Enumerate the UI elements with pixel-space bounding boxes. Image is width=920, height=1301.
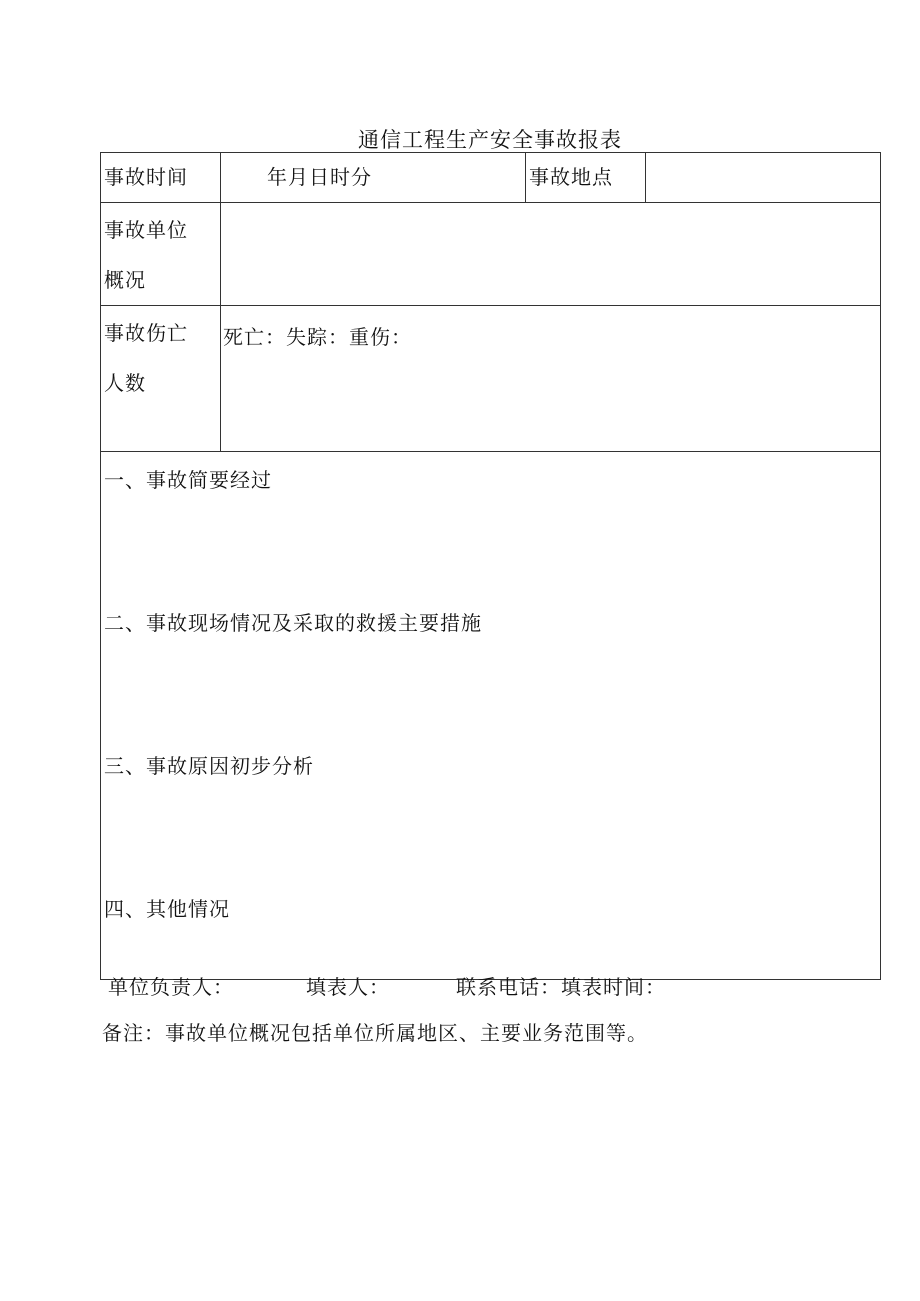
casualties-label-line1: 事故伤亡	[104, 321, 188, 345]
accident-time-field[interactable]: 年月日时分	[221, 153, 526, 203]
remark-note: 备注：事故单位概况包括单位所属地区、主要业务范围等。	[102, 1021, 648, 1045]
casualties-field[interactable]: 死亡：失踪：重伤：	[221, 306, 881, 452]
unit-overview-label-line1: 事故单位	[104, 218, 188, 242]
unit-overview-label	[101, 203, 221, 306]
section-other: 四、其他情况	[104, 897, 230, 921]
casualties-label-line2: 人数	[104, 371, 146, 395]
casualties-label	[101, 306, 221, 452]
signature-line	[108, 972, 666, 1002]
unit-overview-field[interactable]	[221, 203, 881, 306]
section-cause-analysis: 三、事故原因初步分析	[104, 754, 314, 778]
section-brief-process: 一、事故简要经过	[104, 468, 272, 492]
fill-time-label: 填表时间：	[561, 975, 666, 999]
accident-location-label: 事故地点	[526, 153, 646, 203]
accident-time-row	[101, 153, 881, 203]
detail-sections-cell[interactable]	[101, 452, 881, 980]
filler-label: 填表人：	[306, 975, 390, 999]
document-title: 通信工程生产安全事故报表	[358, 128, 622, 152]
accident-report-table	[100, 152, 881, 980]
accident-time-label: 事故时间	[101, 153, 221, 203]
unit-overview-label-line2: 概况	[104, 268, 146, 292]
casualties-row	[101, 306, 881, 452]
contact-phone-label: 联系电话：	[456, 975, 561, 999]
section-scene-rescue: 二、事故现场情况及采取的救援主要措施	[104, 611, 482, 635]
unit-overview-row	[101, 203, 881, 306]
detail-sections-row	[101, 452, 881, 980]
unit-head-label: 单位负责人：	[108, 975, 234, 999]
accident-location-field[interactable]	[646, 153, 881, 203]
